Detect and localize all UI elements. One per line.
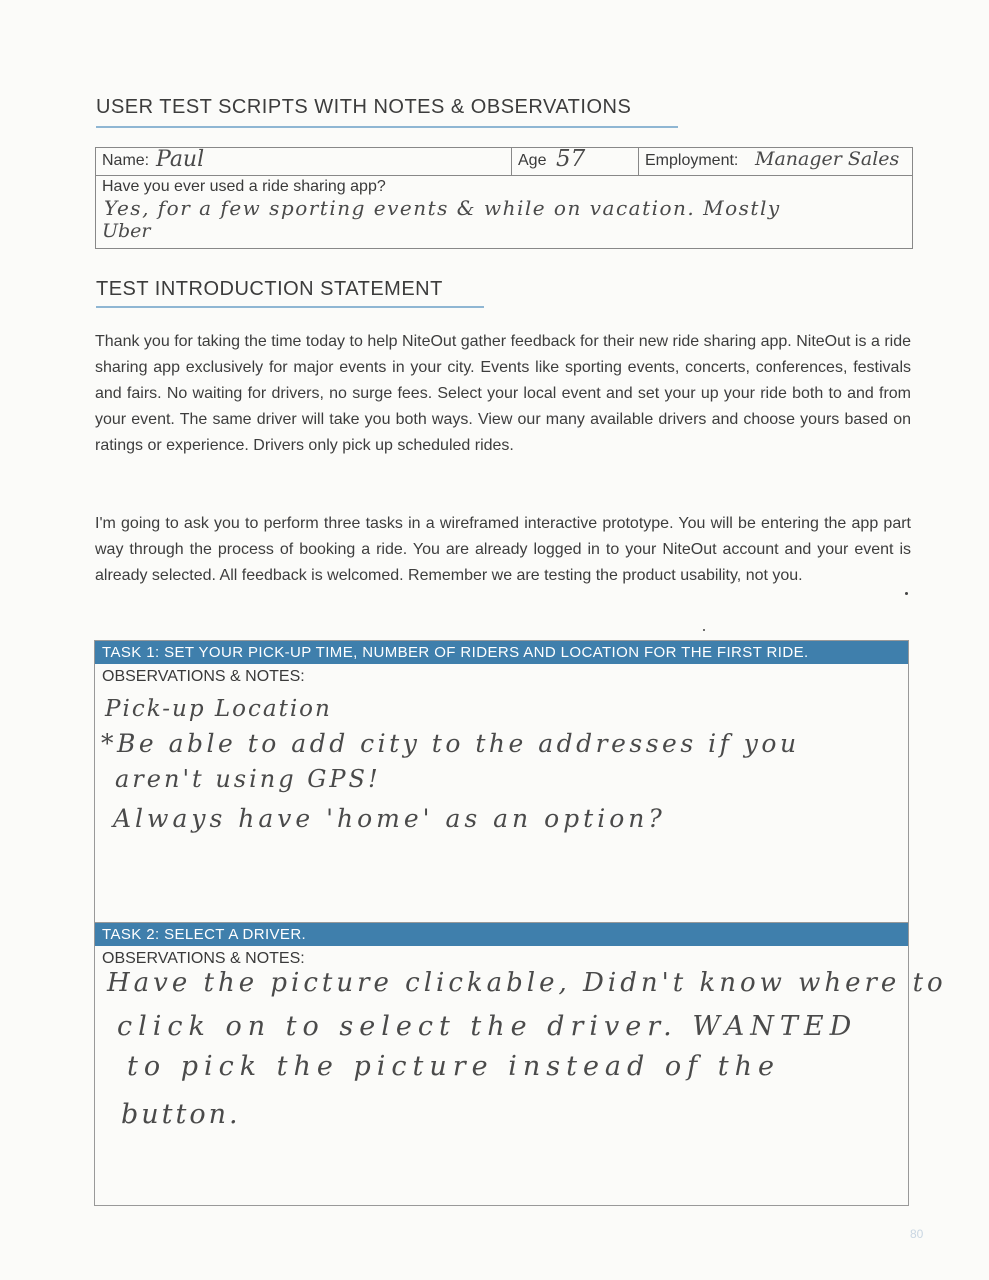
task-1-heading: TASK 1: SET YOUR PICK-UP TIME, NUMBER OF RIDERS AND LOCATION FOR THE FIRST RIDE.: [95, 641, 908, 664]
task-2-note-3: to pick the picture instead of the: [127, 1051, 780, 1082]
employment-label: Employment:: [645, 152, 739, 169]
age-cell: [512, 148, 639, 175]
name-label: Name:: [102, 152, 150, 169]
ride-sharing-answer-line1: Yes, for a few sporting events & while on vacation. Mostly: [104, 196, 781, 220]
task-2-observations-label: OBSERVATIONS & NOTES:: [102, 950, 305, 967]
task-2-box: [94, 923, 947, 1206]
task-1-note-2: *Be able to add city to the addresses if you: [101, 729, 800, 758]
employment-value: Manager Sales: [755, 148, 900, 170]
employment-cell: [639, 148, 912, 175]
task-2-note-1: Have the picture clickable, Didn't know where to: [107, 968, 947, 998]
ride-sharing-question: Have you ever used a ride sharing app?: [102, 178, 386, 195]
task-2-note-2: click on to select the driver. WANTED: [117, 1011, 858, 1042]
title-underline: [96, 126, 678, 128]
task-1-note-3: aren't using GPS!: [115, 765, 381, 793]
page-title: USER TEST SCRIPTS WITH NOTES & OBSERVATIONS: [96, 96, 632, 118]
task-1-note-1: Pick-up Location: [105, 696, 332, 722]
task-1-observations-label: OBSERVATIONS & NOTES:: [102, 668, 305, 685]
intro-title: TEST INTRODUCTION STATEMENT: [96, 278, 443, 300]
age-value: 57: [556, 146, 586, 172]
task-1-box: [94, 640, 909, 923]
name-value: Paul: [156, 147, 205, 172]
ride-sharing-answer-line2: Uber: [102, 220, 151, 242]
task-2-heading: TASK 2: SELECT A DRIVER.: [95, 923, 908, 946]
task-2-note-4: button.: [121, 1099, 241, 1130]
intro-paragraph-2: I'm going to ask you to perform three tasks in a wireframed interactive prototype. You will be entering the app part way through the process of booking a ride. You are already logged in to your NiteOut account and your event is already selected. All feedback is welcomed. Remember we are testing the product usability, not you.: [95, 515, 911, 584]
age-label: Age: [518, 152, 547, 169]
page-number: 80: [910, 1227, 924, 1241]
participant-info-row: [96, 148, 912, 176]
scan-speck: [905, 592, 908, 595]
name-cell: [96, 148, 512, 175]
intro-paragraph-1: Thank you for taking the time today to help NiteOut gather feedback for their new ride sharing app. NiteOut is a ride sharing app exclusively for major events in your city. Events like sporting events, concerts, conferences, festivals and fairs. No waiting for drivers, no surge fees. Select your local event and set your up your ride both to and from your event. The same driver will take you both ways. View our many available drivers and choose yours based on ratings or experience. Drivers only pick up scheduled rides.: [95, 333, 911, 454]
scan-speck: [703, 629, 705, 631]
participant-info-table: [95, 147, 913, 249]
intro-title-underline: [96, 306, 484, 308]
task-1-note-4: Always have 'home' as an option?: [113, 804, 666, 833]
